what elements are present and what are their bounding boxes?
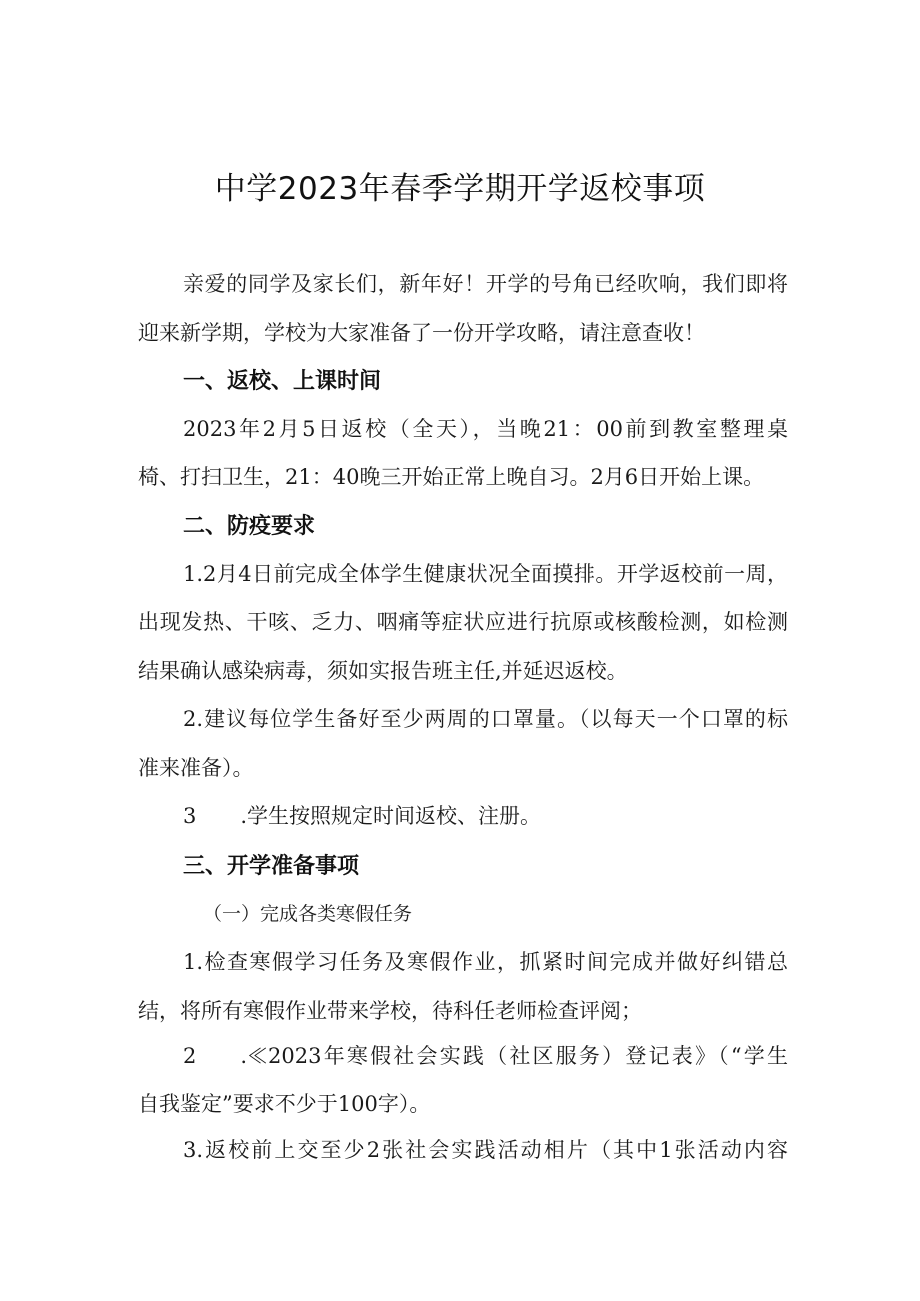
- preparation-item-1-line-2: 结，将所有寒假作业带来学校，待科任老师检查评阅；: [138, 999, 642, 1023]
- section-heading-preparation: 三、开学准备事项: [183, 854, 360, 879]
- greeting-line-1: 亲爱的同学及家长们，新年好！开学的号角已经吹响，我们即将: [183, 272, 788, 296]
- section-heading-epidemic-prevention: 二、防疫要求: [183, 514, 316, 539]
- prevention-item-3-text: .学生按照规定时间返校、注册。: [240, 804, 542, 828]
- preparation-item-2-number: 2: [183, 1044, 197, 1068]
- prevention-item-1-line-1: 1.2月4日前完成全体学生健康状况全面摸排。开学返校前一周，: [183, 562, 788, 586]
- prevention-item-3: [183, 800, 541, 830]
- prevention-item-1-line-2: 出现发热、干咳、乏力、咽痛等症状应进行抗原或核酸检测，如检测: [138, 610, 788, 634]
- section-heading-return-time: 一、返校、上课时间: [183, 369, 382, 394]
- preparation-item-2-line-2: 自我鉴定”要求不少于100字）。: [138, 1092, 431, 1116]
- prevention-item-2-line-1: 2.建议每位学生备好至少两周的口罩量。（以每天一个口罩的标: [183, 707, 788, 731]
- prevention-item-2-line-2: 准来准备）。: [138, 756, 254, 780]
- prevention-item-1-line-3: 结果确认感染病毒，须如实报告班主任,并延迟返校。: [138, 659, 628, 683]
- subsection-heading-winter-tasks: （一）完成各类寒假任务: [203, 903, 413, 925]
- page-title: 中学2023年春季学期开学返校事项: [214, 171, 706, 207]
- greeting-line-2: 迎来新学期，学校为大家准备了一份开学攻略，请注意查收！: [138, 321, 705, 345]
- prevention-item-3-number: 3: [183, 804, 197, 828]
- preparation-item-2-line-1: [183, 1040, 788, 1070]
- section1-line-2: 椅、打扫卫生，21：40晚三开始正常上晚自习。2月6日开始上课。: [138, 465, 765, 489]
- preparation-item-1-line-1: 1.检查寒假学习任务及寒假作业，抓紧时间完成并做好纠错总: [183, 950, 788, 974]
- preparation-item-3-line-1: 3.返校前上交至少2张社会实践活动相片（其中1张活动内容: [183, 1138, 788, 1162]
- preparation-item-2-text: .≪2023年寒假社会实践（社区服务）登记表》（“学生: [240, 1044, 788, 1068]
- section1-line-1: 2023年2月5日返校（全天），当晚21：00前到教室整理桌: [183, 417, 788, 441]
